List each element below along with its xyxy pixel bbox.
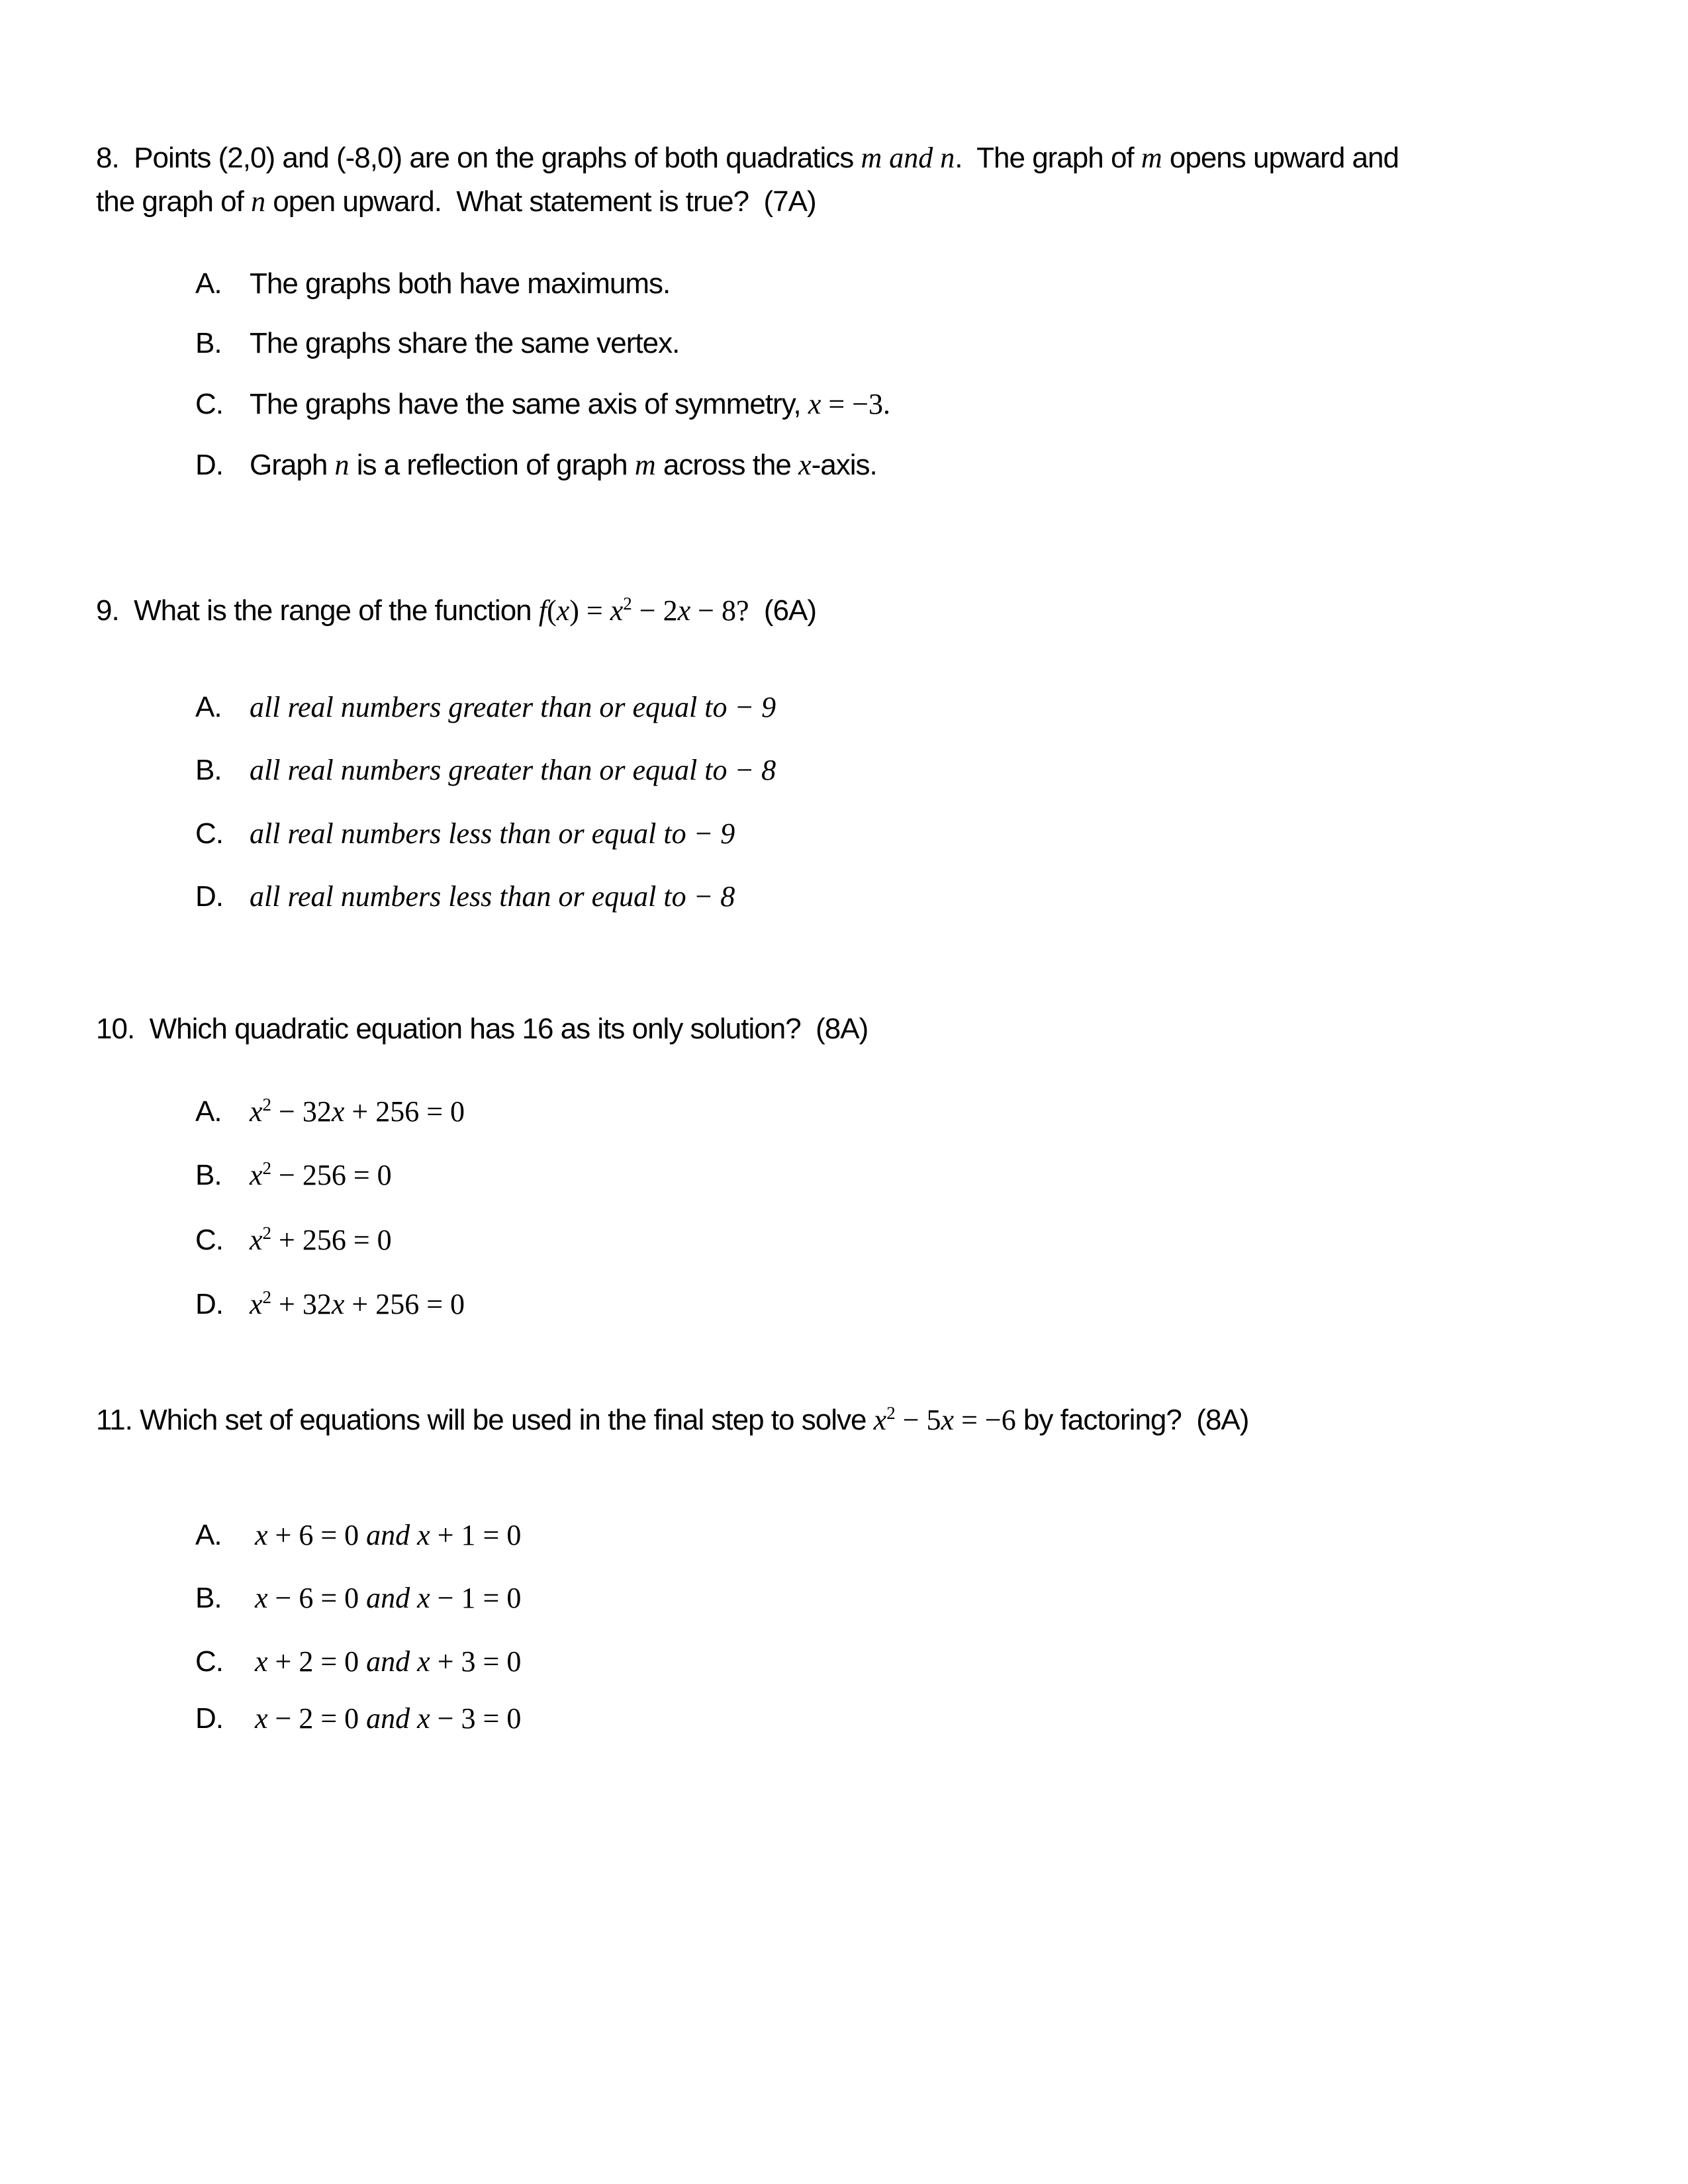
- option-label: A.: [195, 267, 222, 300]
- math-variable: x: [610, 594, 624, 627]
- math-segment: + 32: [271, 1288, 332, 1320]
- question-11-option-c: [195, 1645, 521, 1679]
- math-variable: x: [331, 1095, 345, 1128]
- math-variable: x: [808, 388, 821, 420]
- option-label: C.: [195, 1645, 223, 1678]
- question-10-option-a: [195, 1087, 465, 1129]
- math-segment: − 1 = 0: [430, 1582, 522, 1614]
- text-segment: The graphs share the same vertex.: [250, 327, 680, 359]
- text-segment: The graphs both have maximums.: [250, 267, 671, 300]
- option-label: B.: [195, 754, 222, 786]
- question-8-option-b: [195, 326, 679, 361]
- math-conjunction: and: [366, 1645, 418, 1678]
- math-text: all real numbers greater than or equal to − 9: [250, 691, 776, 723]
- text-segment: the graph of: [96, 185, 252, 218]
- text-segment: -axis.: [811, 449, 877, 481]
- option-label: C.: [195, 817, 223, 850]
- option-label: A.: [195, 691, 222, 723]
- math-variable: x: [331, 1288, 345, 1320]
- math-variable: n: [334, 449, 350, 481]
- text-segment: 9. What is the range of the function: [96, 594, 539, 627]
- math-variable: x: [250, 1159, 263, 1191]
- question-10-option-c: [195, 1216, 392, 1257]
- option-label: D.: [195, 880, 223, 913]
- option-label: A.: [195, 1095, 222, 1128]
- text-segment: The graphs have the same axis of symmetry,: [250, 388, 808, 420]
- math-variable: x: [255, 1645, 268, 1678]
- question-9-option-c: [195, 817, 735, 851]
- math-segment: = −3.: [821, 388, 891, 420]
- math-segment: + 256 = 0: [271, 1224, 392, 1256]
- question-10-option-b: [195, 1151, 392, 1193]
- math-segment: + 6 = 0: [267, 1519, 367, 1551]
- math-superscript: 2: [262, 1158, 272, 1178]
- math-variable: x: [417, 1702, 430, 1735]
- option-label: B.: [195, 1159, 222, 1191]
- math-segment: + 256 = 0: [344, 1288, 465, 1320]
- question-10-option-d: [195, 1280, 465, 1322]
- math-segment: ) =: [569, 594, 610, 627]
- math-text: all real numbers less than or equal to − 9: [250, 817, 735, 850]
- text-segment: 8. Points (2,0) and (-8,0) are on the graphs of both quadratics: [96, 142, 861, 174]
- math-segment: = −6: [954, 1404, 1016, 1436]
- question-9-line-1: [96, 586, 816, 628]
- text-segment: across the: [655, 449, 799, 481]
- math-variable: x: [873, 1404, 887, 1436]
- question-9-option-d: [195, 880, 735, 914]
- math-variable: x: [417, 1519, 430, 1551]
- math-variable: x: [250, 1224, 263, 1256]
- math-segment: (: [547, 594, 557, 627]
- question-8-line-1: [96, 141, 1399, 175]
- math-variable: m: [634, 449, 656, 481]
- text-segment: is a reflection of graph: [349, 449, 635, 481]
- math-segment: − 256 = 0: [271, 1159, 392, 1191]
- question-11-option-b: [195, 1581, 521, 1615]
- math-segment: − 2: [632, 594, 678, 627]
- math-variable: x: [255, 1519, 268, 1551]
- math-segment: + 3 = 0: [430, 1645, 522, 1678]
- math-variable: x: [677, 594, 691, 627]
- option-label: D.: [195, 449, 223, 481]
- math-superscript: 2: [262, 1223, 272, 1243]
- math-conjunction: and: [366, 1702, 418, 1735]
- question-8-option-a: [195, 267, 670, 301]
- text-segment: Graph: [250, 449, 335, 481]
- option-label: D.: [195, 1288, 223, 1320]
- math-variable: x: [798, 449, 812, 481]
- math-text: all real numbers less than or equal to − 8: [250, 880, 735, 913]
- math-segment: − 8?: [690, 594, 749, 627]
- option-label: D.: [195, 1702, 223, 1735]
- math-variable: x: [556, 594, 570, 627]
- math-superscript: 2: [262, 1095, 272, 1115]
- option-label: C.: [195, 388, 223, 420]
- math-superscript: 2: [886, 1403, 896, 1423]
- math-segment: − 2 = 0: [267, 1702, 367, 1735]
- math-superscript: 2: [262, 1287, 272, 1307]
- math-text: all real numbers greater than or equal to − 8: [250, 754, 776, 786]
- question-8-line-2: [96, 185, 816, 219]
- math-variable: x: [255, 1702, 268, 1735]
- math-variable: x: [417, 1645, 430, 1678]
- math-variable: x: [255, 1582, 268, 1614]
- option-label: A.: [195, 1519, 222, 1551]
- question-10-line-1: [96, 1012, 868, 1046]
- math-variable: x: [250, 1288, 263, 1320]
- text-segment: (6A): [749, 594, 817, 627]
- math-segment: + 1 = 0: [430, 1519, 522, 1551]
- question-11-line-1: [96, 1396, 1248, 1437]
- question-11-option-d: [195, 1702, 521, 1736]
- option-label: C.: [195, 1224, 223, 1256]
- text-segment: by factoring? (8A): [1015, 1404, 1249, 1436]
- question-9-option-b: [195, 753, 776, 788]
- math-segment: + 256 = 0: [344, 1095, 465, 1128]
- text-segment: 10. Which quadratic equation has 16 as its only solution? (8A): [96, 1013, 868, 1045]
- math-variable: x: [250, 1095, 263, 1128]
- math-segment: − 6 = 0: [267, 1582, 367, 1614]
- text-segment: 11. Which set of equations will be used in the final step to solve: [96, 1404, 874, 1436]
- question-9-option-a: [195, 690, 776, 725]
- math-conjunction: and: [366, 1582, 418, 1614]
- option-label: B.: [195, 1582, 222, 1614]
- text-segment: opens upward and: [1162, 142, 1399, 174]
- math-variable: f: [538, 594, 547, 627]
- option-label: B.: [195, 327, 222, 359]
- math-variable: m and n: [861, 142, 955, 174]
- math-variable: x: [941, 1404, 955, 1436]
- question-8-option-c: [195, 387, 890, 422]
- math-conjunction: and: [366, 1519, 418, 1551]
- math-segment: + 2 = 0: [267, 1645, 367, 1678]
- math-segment: − 5: [895, 1404, 941, 1436]
- text-segment: . The graph of: [955, 142, 1141, 174]
- question-8-option-d: [195, 448, 877, 482]
- math-segment: − 3 = 0: [430, 1702, 522, 1735]
- math-variable: m: [1141, 142, 1162, 174]
- math-superscript: 2: [623, 594, 632, 614]
- math-variable: x: [417, 1582, 430, 1614]
- question-11-option-a: [195, 1518, 521, 1553]
- text-segment: open upward. What statement is true? (7A): [265, 185, 816, 218]
- math-variable: n: [251, 185, 266, 218]
- math-segment: − 32: [271, 1095, 332, 1128]
